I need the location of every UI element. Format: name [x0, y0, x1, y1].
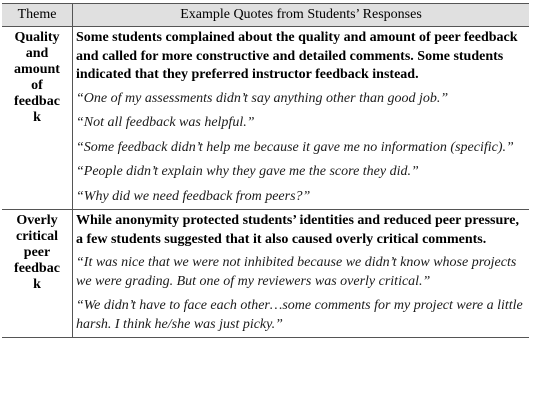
student-quote: “One of my assessments didn’t say anything other than good job.”: [76, 90, 449, 106]
theme-cell: [2, 210, 73, 338]
table-row: [2, 210, 529, 338]
theme-text: critical: [16, 229, 58, 244]
theme-summary: Some students complained about the quality and amount of peer feedback and called for more constructive and detailed comments. Some students indicated that they preferred instructor feedback instead.: [76, 30, 518, 82]
theme-text: amount: [14, 62, 60, 77]
student-quote: “Some feedback didn’t help me because it gave me no information (specific).”: [76, 139, 514, 155]
theme-column-header: Theme: [2, 4, 73, 27]
theme-text: k: [33, 277, 41, 292]
themes-table: [2, 3, 529, 338]
quotes-cell: [73, 27, 530, 210]
student-quote: “We didn’t have to face each other…some comments for my project were a little harsh. I think he/she was just picky.”: [76, 298, 523, 332]
quotes-column-header: Example Quotes from Students’ Responses: [73, 4, 530, 27]
student-quote: “Why did we need feedback from peers?”: [76, 188, 311, 204]
theme-text: k: [33, 110, 41, 125]
theme-text: feedbac: [14, 261, 60, 276]
student-quote: “It was nice that we were not inhibited because we didn’t know whose projects we were grading. But one of my reviewers was overly critical.”: [76, 255, 517, 289]
theme-summary: While anonymity protected students’ identities and reduced peer pressure, a few students suggested that it also caused overly critical comments.: [76, 213, 519, 247]
theme-cell: [2, 27, 73, 210]
header-row: [2, 4, 529, 27]
student-quote: “People didn’t explain why they gave me the score they did.”: [76, 164, 419, 179]
table-row: [2, 27, 529, 210]
theme-text: of: [31, 78, 43, 93]
quotes-cell: [73, 210, 530, 338]
theme-text: peer: [23, 245, 51, 260]
theme-text: and: [25, 46, 49, 61]
theme-text: Overly: [16, 213, 58, 228]
theme-text: Quality: [14, 30, 60, 45]
student-quote: “Not all feedback was helpful.”: [76, 115, 255, 130]
theme-text: feedbac: [14, 94, 60, 109]
